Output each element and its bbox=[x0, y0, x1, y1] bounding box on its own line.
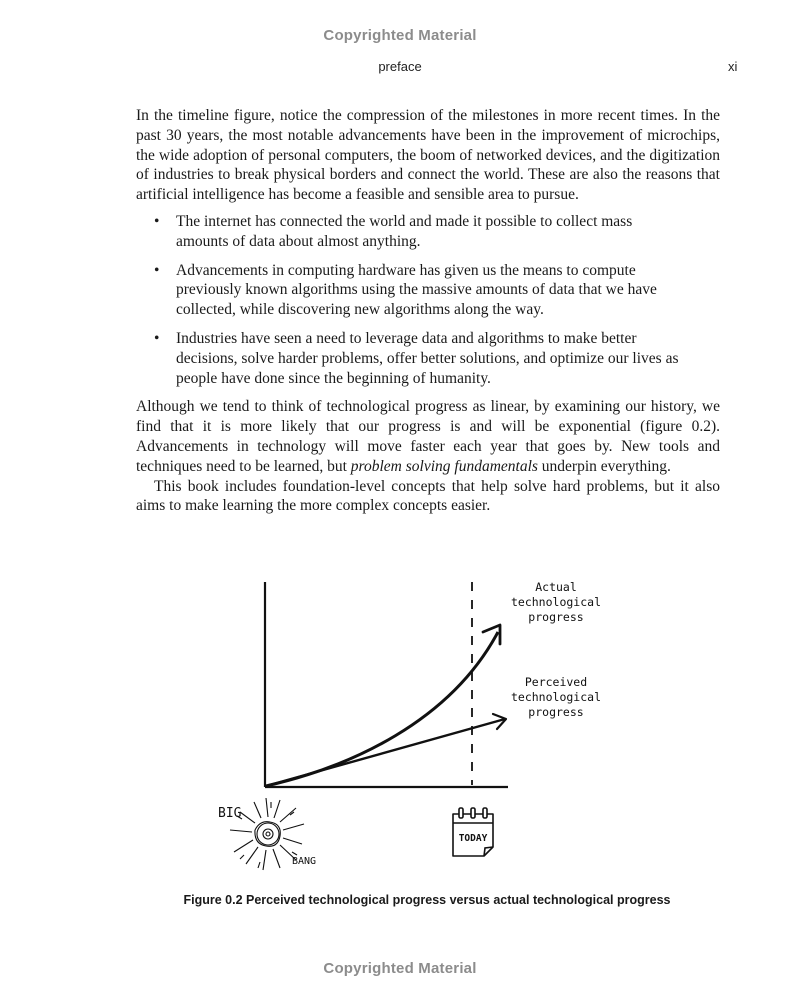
actual-label-line1: Actual bbox=[535, 580, 577, 594]
running-head: preface bbox=[378, 59, 422, 74]
bullet-dot: • bbox=[154, 212, 160, 230]
paragraph-progress-end: underpin everything. bbox=[537, 457, 671, 475]
perceived-label-line1: Perceived bbox=[524, 675, 588, 689]
bullet-text: Industries have seen a need to leverage data and algorithms to make better decisions, solve harder problems, offer better solutions, and optimize our lives as people have done since the beginning of humanity. bbox=[176, 329, 679, 387]
today-label: TODAY bbox=[458, 833, 488, 844]
bullet-item bbox=[136, 329, 720, 388]
bang-label: BANG bbox=[292, 856, 317, 867]
actual-label-line3: progress bbox=[528, 610, 584, 624]
bullet-text: Advancements in computing hardware has given us the means to compute previously known algorithms using the massive amounts of data that we have collected, while discovering new algorithms along the way. bbox=[176, 261, 657, 319]
bullet-dot: • bbox=[154, 329, 160, 347]
figure-drawing bbox=[200, 572, 620, 882]
page-number: xi bbox=[728, 59, 738, 74]
bullet-item bbox=[136, 212, 720, 252]
paragraph-timeline: In the timeline figure, notice the compression of the milestones in more recent times. In the past 30 years, the most notable advancements have been in the improvement of microchips, the wide adoption of personal computers, the boom of networked devices, and the digitization of industries to break physical borders and connect the world. These are also the reasons that artificial intelligence has become a feasible and sensible area to pursue. bbox=[136, 107, 720, 204]
paragraph-progress-text: Although we tend to think of technological progress as linear, by examining our history, we find that it is more likely that our progress is and will be exponential (figure 0.2). Advancements in technology will move faster each year that goes by. New tools and techniques need to be learned, but bbox=[136, 398, 720, 475]
perceived-label-line2: technological bbox=[510, 690, 602, 704]
watermark-top: Copyrighted Material bbox=[323, 27, 477, 44]
watermark-bottom: Copyrighted Material bbox=[323, 960, 477, 977]
figure-caption: Figure 0.2 Perceived technological progress versus actual technological progress bbox=[183, 893, 671, 907]
today-calendar-icon bbox=[453, 808, 493, 856]
actual-progress-curve bbox=[266, 632, 498, 786]
bullet-dot: • bbox=[154, 261, 160, 279]
actual-label-line2: technological bbox=[510, 595, 602, 609]
paragraph-progress bbox=[136, 397, 720, 476]
perceived-label-line3: progress bbox=[528, 705, 584, 719]
figure-progress bbox=[200, 572, 620, 882]
bullet-list bbox=[136, 212, 720, 388]
paragraph-book: This book includes foundation-level concepts that help solve hard problems, but it also aims to make learning the more complex concepts easier. bbox=[136, 477, 720, 515]
body-text bbox=[136, 106, 720, 516]
emphasis-problem-solving: problem solving fundamentals bbox=[350, 457, 538, 475]
bullet-text: The internet has connected the world and made it possible to collect mass amounts of data about almost anything. bbox=[176, 212, 633, 250]
big-label: BIG bbox=[218, 806, 242, 821]
perceived-progress-line bbox=[266, 719, 505, 786]
bullet-item bbox=[136, 261, 720, 320]
